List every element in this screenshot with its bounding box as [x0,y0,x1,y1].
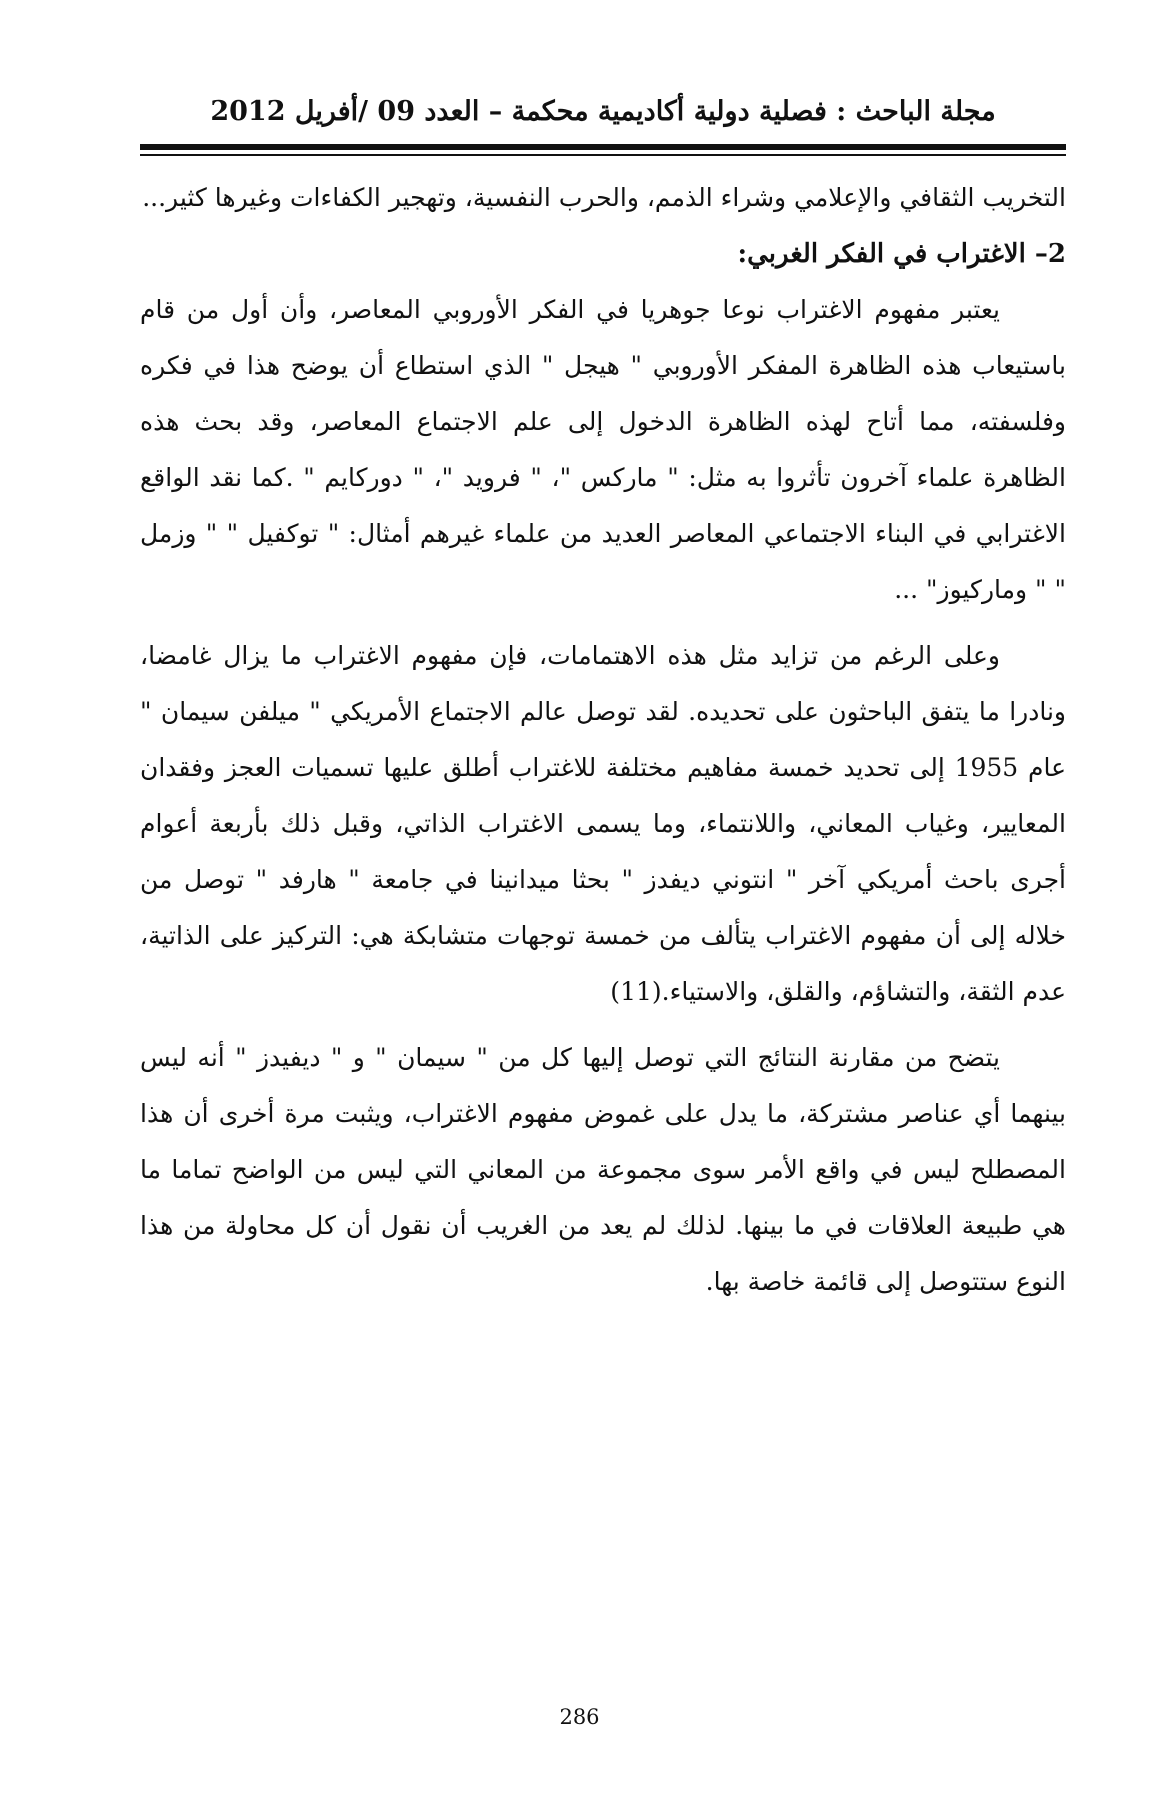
header-rule-thin [140,154,1066,156]
paragraph-continuation: التخريب الثقافي والإعلامي وشراء الذمم، والحرب النفسية، وتهجير الكفاءات وغيرها كثير... [142,183,1066,212]
header-rule-thick [140,144,1066,150]
paragraph: يتضح من مقارنة النتائج التي توصل إليها كل من " سيمان " و " ديفيدز " أنه ليس بينهما أي عناصر مشتركة، ما يدل على غموض مفهوم الاغتراب، ويثبت مرة أخرى أن هذا المصطلح ليس في واقع الأمر سوى مجموعة من المعاني التي ليس من الواضح تماما ما هي طبيعة العلاقات في ما بينها. لذلك لم يعد من الغريب أن نقول أن كل محاولة من هذا النوع ستتوصل إلى قائمة خاصة بها. [140,1043,1066,1296]
section-heading: 2– الاغتراب في الفكر الغربي: [737,239,1066,269]
page-number: 286 [559,1705,600,1729]
paragraph: يعتبر مفهوم الاغتراب نوعا جوهريا في الفكر الأوروبي المعاصر، وأن أول من قام باستيعاب هذه الظاهرة المفكر الأوروبي " هيجل " الذي استطاع أن يوضح هذا في فكره وفلسفته، مما أتاح لهذه الظاهرة الدخول إلى علم الاجتماع المعاصر، وقد بحث هذه الظاهرة علماء آخرون تأثروا به مثل: " ماركس "، " فرويد "، " دوركايم " .كما نقد الواقع الاغترابي في البناء الاجتماعي المعاصر العديد من علماء غيرهم أمثال: " توكفيل " " وزمل " " وماركيوز" ... [140,295,1066,604]
paragraph: وعلى الرغم من تزايد مثل هذه الاهتمامات، فإن مفهوم الاغتراب ما يزال غامضا، ونادرا ما يتفق الباحثون على تحديده. لقد توصل عالم الاجتماع الأمريكي " ميلفن سيمان " عام 1955 إلى تحديد خمسة مفاهيم مختلفة للاغتراب أطلق عليها تسميات العجز وفقدان المعايير، وغياب المعاني، واللانتماء، وما يسمى الاغتراب الذاتي، وقبل ذلك بأربعة أعوام أجرى باحث أمريكي آخر " انتوني ديفدز " بحثا ميدانينا في جامعة " هارفد " توصل من خلاله إلى أن مفهوم الاغتراب يتألف من خمسة توجهات متشابكة هي: التركيز على الذاتية، عدم الثقة، والتشاؤم، والقلق، والاستياء.(11) [140,641,1066,1006]
article-body [140,170,1066,1310]
journal-header-title: مجلة الباحث : فصلية دولية أكاديمية محكمة – العدد 09 /أفريل 2012 [210,96,996,127]
